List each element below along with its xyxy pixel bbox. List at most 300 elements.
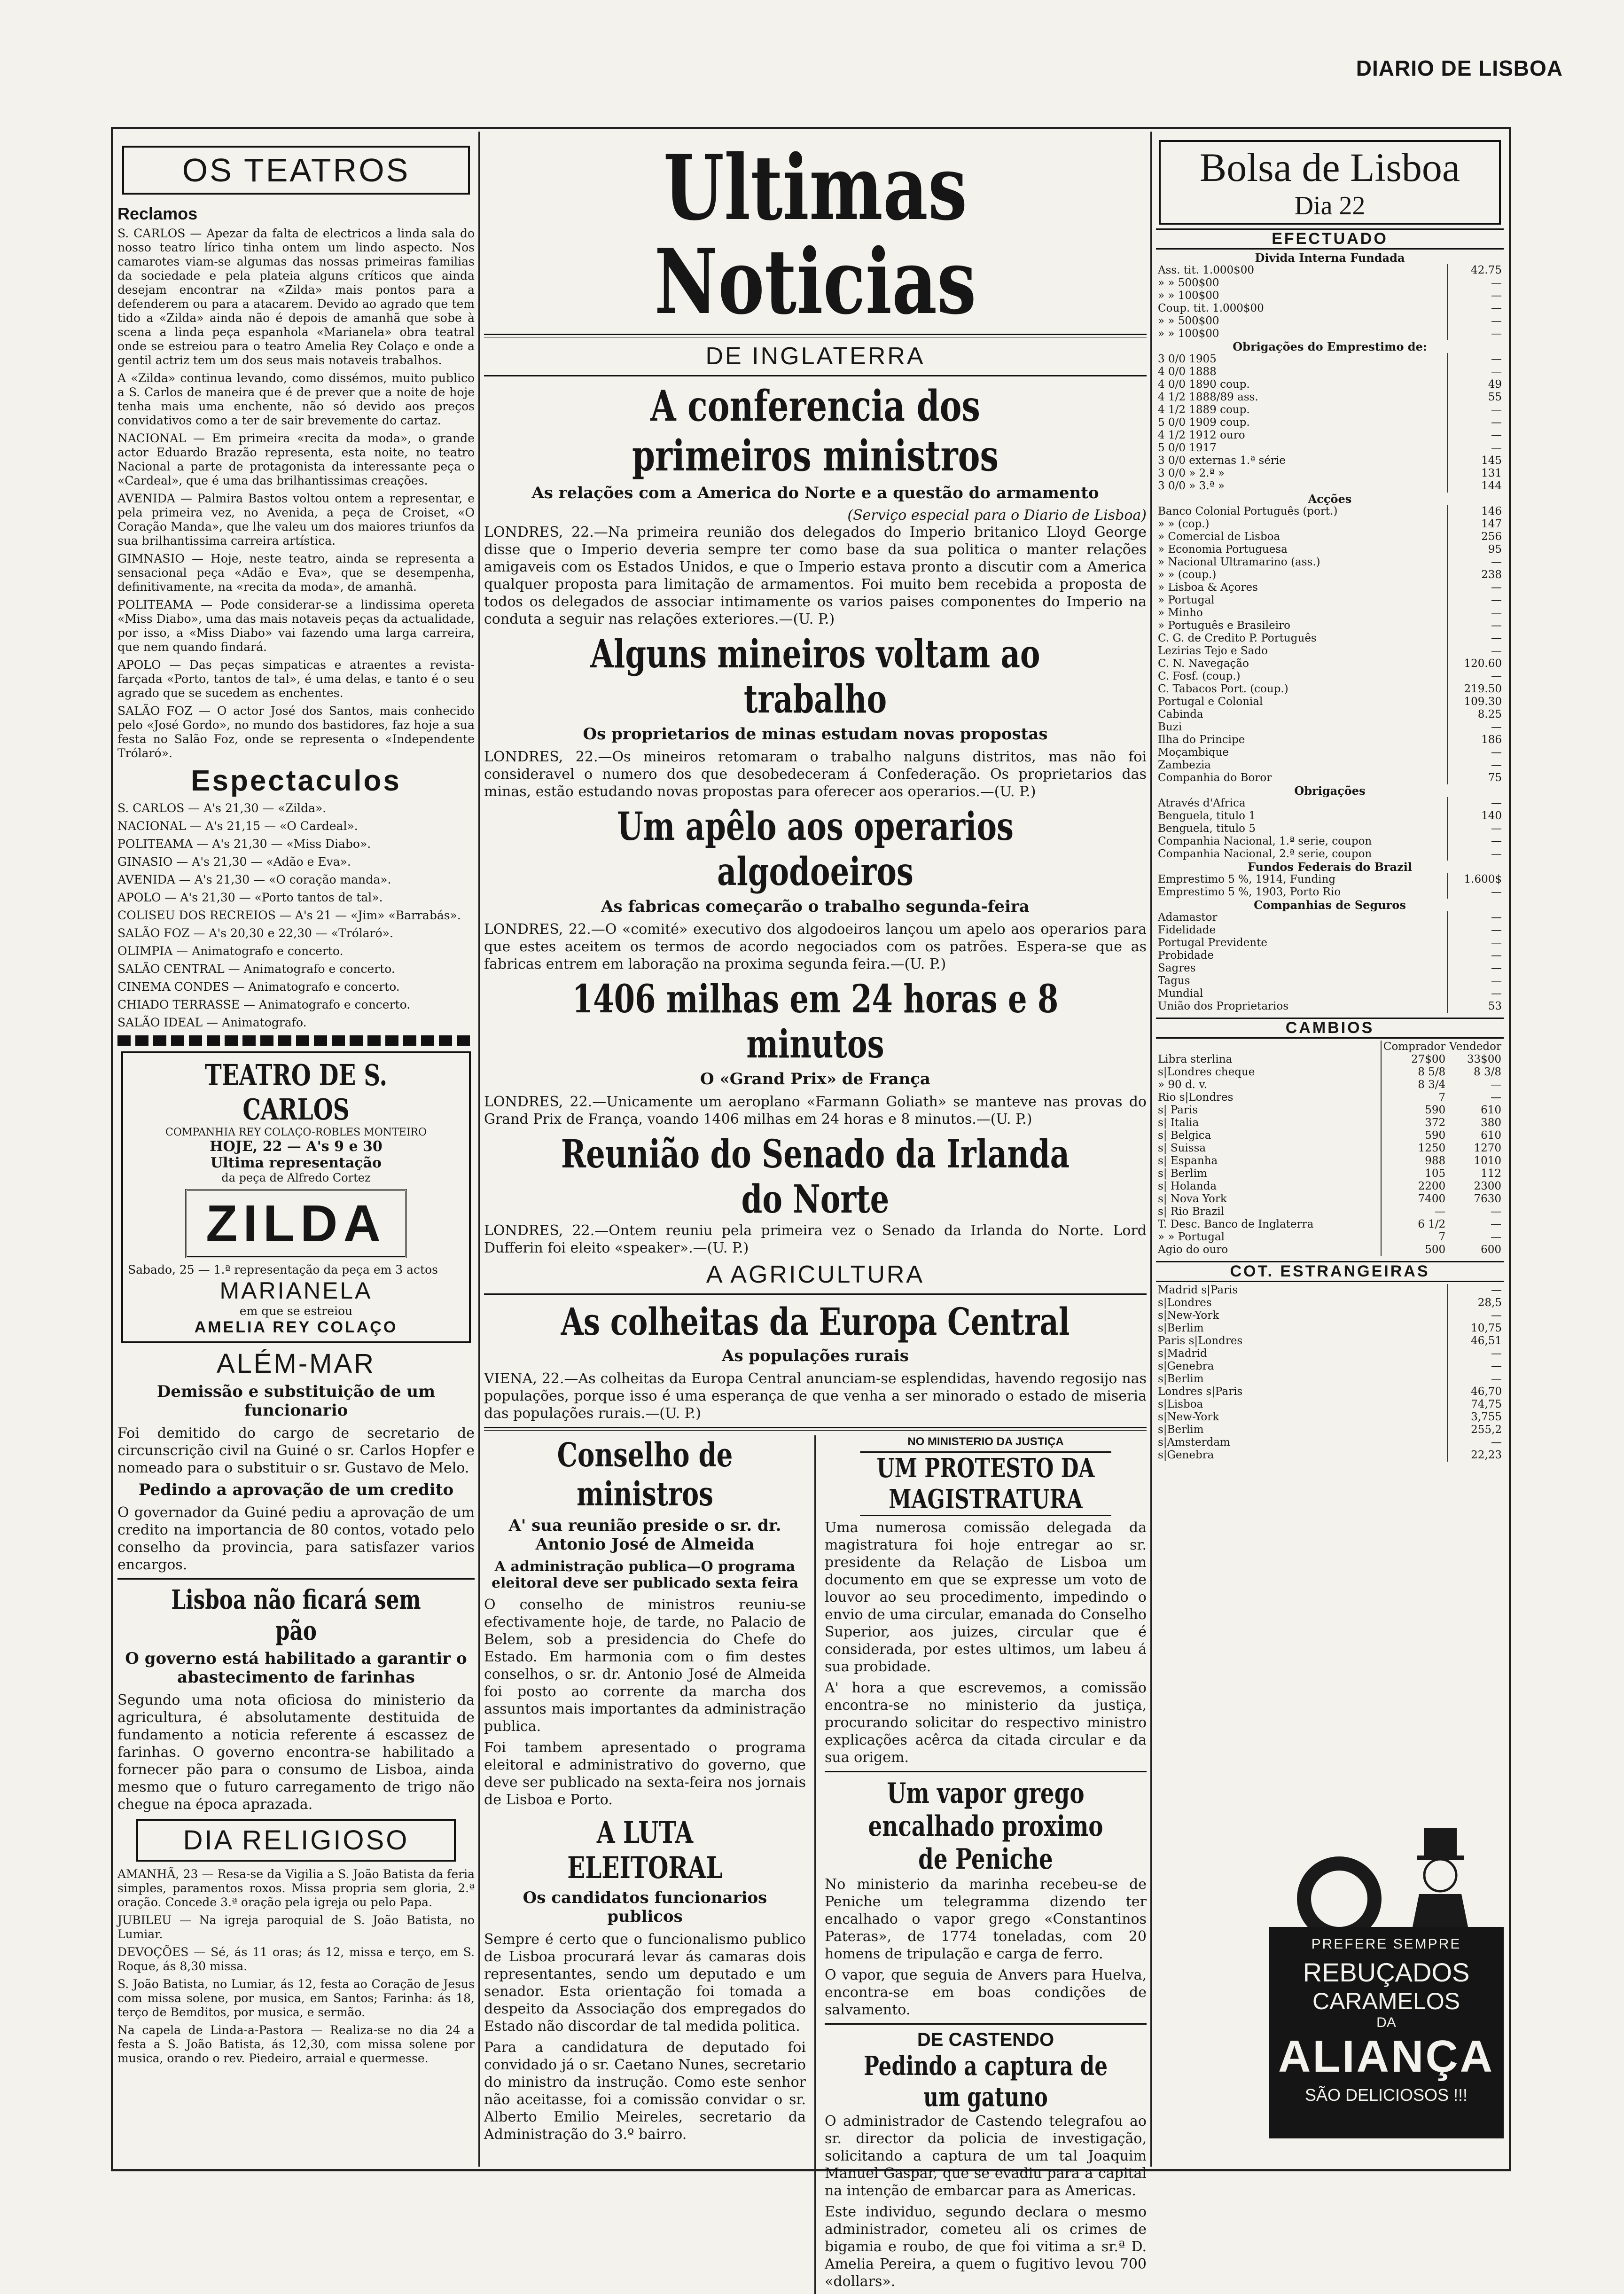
cell-value: —: [1491, 366, 1502, 378]
cell-label: Paris s|Londres: [1156, 1335, 1448, 1347]
cell-label: » Economia Portuguesa: [1156, 543, 1448, 556]
bolsa-row: [1156, 949, 1504, 962]
luta-text: [484, 1931, 806, 2143]
cell-label: » » 100$00: [1156, 290, 1448, 302]
cell-label: Companhia do Boror: [1156, 772, 1448, 784]
section-inglaterra: DE INGLATERRA: [705, 343, 925, 370]
cambios-row: [1156, 1167, 1503, 1180]
carlos-ad-time: HOJE, 22 — A's 9 e 30: [210, 1138, 383, 1155]
cell-label: » Portugal: [1156, 594, 1448, 607]
cell-label: » Português e Brasileiro: [1156, 619, 1448, 632]
cell-value: 42.75: [1471, 264, 1502, 276]
reclamo-paragraph: A «Zilda» continua levando, como dissémos, muito publico a S. Carlos de maneira que é de prever que a noite de hoje tenha mais uma enchente, não só devido aos preços convidativos como a ter de sair brevemente do cartaz.: [117, 371, 475, 427]
cell-label: [1156, 1041, 1381, 1053]
conselho-title: Conselho de ministros: [557, 1435, 733, 1513]
cell-value: —: [1491, 290, 1502, 302]
cell-label: Ass. tit. 1.000$00: [1156, 264, 1448, 277]
cell-value: —: [1491, 556, 1502, 568]
cell-value: —: [1491, 759, 1502, 771]
cell-label: 4 0/0 1888: [1156, 366, 1448, 378]
cambios-table: [1156, 1041, 1504, 1256]
cell-value: 145: [1481, 454, 1502, 467]
reclamos-title: Reclamos: [117, 204, 198, 223]
lower-center: [484, 1435, 1147, 2294]
cell-label: Rio s|Londres: [1156, 1091, 1381, 1104]
cambios-row: [1156, 1180, 1503, 1193]
bolsa-row: [1156, 442, 1504, 454]
cell-value: 8.25: [1477, 708, 1502, 720]
cell-value: —: [1491, 1436, 1502, 1448]
cell-value: —: [1491, 302, 1502, 314]
cell-value: 219.50: [1464, 683, 1502, 695]
cell-label: C. Tabacos Port. (coup.): [1156, 683, 1448, 696]
cell-value: 105: [1425, 1167, 1446, 1180]
alem-text-1: Foi demitido do cargo de secretario de circunscrição civil na Guiné o sr. Carlos Hopfer e nomeado para o substituir o sr. Gustavo de Melo.: [117, 1425, 475, 1476]
headline-algodoeiros: Um apêlo aos operarios algodoeiros: [617, 804, 1014, 894]
cell-value: —: [1491, 442, 1502, 454]
cambios-row: [1156, 1091, 1503, 1104]
efectuado-label: EFECTUADO: [1156, 228, 1504, 250]
headline-mineiros: Alguns mineiros voltam ao trabalho: [590, 632, 1040, 722]
alianca-ad: [1269, 1819, 1504, 2138]
cambios-row: [1156, 1104, 1503, 1117]
vapor-paragraph: O vapor, que seguia de Anvers para Huelva, encontra-se em boas condições de salvamento.: [825, 1967, 1147, 2018]
column-rule-2: [1150, 132, 1152, 2167]
cell-value: —: [1435, 1206, 1446, 1218]
cell-value: 144: [1481, 480, 1502, 492]
bolsa-row: [1156, 353, 1504, 366]
bolsa-row: [1156, 594, 1504, 607]
cell-value: 28,5: [1477, 1297, 1502, 1309]
section-agricultura: A AGRICULTURA: [706, 1261, 925, 1288]
estrangeiras-row: [1156, 1398, 1504, 1411]
espectaculo-line: OLIMPIA — Animatografo e concerto.: [117, 944, 344, 958]
bolsa-header: [1159, 140, 1501, 225]
religioso-paragraph: JUBILEU — Na igreja paroquial de S. João Batista, no Lumiar.: [117, 1913, 475, 1941]
castendo-title: DE CASTENDO: [917, 2029, 1054, 2050]
carlos-ad-line2: da peça de Alfredo Cortez: [221, 1171, 371, 1184]
cell-value: —: [1491, 353, 1502, 365]
cell-value: 500: [1425, 1244, 1446, 1256]
bolsa-row: [1156, 987, 1504, 1000]
luta-sub: Os candidatos funcionarios publicos: [523, 1888, 767, 1926]
teatro-s-carlos-ad: [121, 1051, 471, 1343]
cell-label: 3 0/0 » 2.ª »: [1156, 467, 1448, 480]
cambios-row: [1156, 1193, 1503, 1206]
cell-label: s|New-York: [1156, 1411, 1448, 1424]
espectaculo-line: SALÃO FOZ — A's 20,30 e 22,30 — «Trólaró».: [117, 926, 393, 940]
headline-senado: Reunião do Senado da Irlanda do Norte: [561, 1132, 1070, 1222]
justica-paragraph: A' hora a que escrevemos, a comissão encontra-se no ministerio da justiça, procurando solicitar do respectivo ministro explicações acêrca da citada circular e da sua origem.: [825, 1680, 1147, 1766]
bolsa-row: [1156, 886, 1504, 899]
cell-label: » » (coup.): [1156, 569, 1448, 581]
bolsa-row: [1156, 721, 1504, 734]
bolsa-row: [1156, 759, 1504, 772]
alem-head-1: Demissão e substituição de um funcionario: [156, 1382, 436, 1420]
bolsa-table: [1156, 251, 1504, 1013]
bolsa-row: [1156, 746, 1504, 759]
cell-value: —: [1491, 822, 1502, 835]
estrangeiras-table: [1156, 1284, 1504, 1462]
cambios-row: [1156, 1053, 1503, 1066]
estrangeiras-row: [1156, 1309, 1504, 1322]
cell-value: 1250: [1418, 1142, 1446, 1154]
cell-value: —: [1491, 835, 1502, 847]
bolsa-row: [1156, 911, 1504, 924]
cell-value: 7: [1438, 1231, 1446, 1243]
bolsa-row: [1156, 581, 1504, 594]
bolsa-section-row: [1156, 251, 1504, 264]
estrangeiras-row: [1156, 1411, 1504, 1424]
headline-conferencia: A conferencia dos primeiros ministros: [632, 381, 999, 481]
cell-label: s|Genebra: [1156, 1449, 1448, 1462]
ad-line4: DA: [1376, 2015, 1396, 2030]
religioso-paragraph: DEVOÇÕES — Sé, ás 11 oras; ás 12, missa e terço, em S. Roque, ás 8,30 missa.: [117, 1945, 475, 1973]
cell-value: —: [1491, 328, 1502, 340]
cell-label: Probidade: [1156, 949, 1448, 962]
justica-kicker: NO MINISTERIO DA JUSTIÇA: [907, 1435, 1064, 1448]
cell-label: Benguela, titulo 1: [1156, 810, 1448, 822]
cell-label: Adamastor: [1156, 911, 1448, 924]
text-mineiros: LONDRES, 22.—Os mineiros retomaram o trabalho nalguns distritos, mas não foi consideravel o numero dos que desobedeceram á Confederação. Os proprietarios das minas, estão estudando novas propostas para oferecer aos operarios.—(U. P.): [484, 749, 1147, 800]
text-senado: LONDRES, 22.—Ontem reuniu pela primeira vez o Senado da Irlanda do Norte. Lord Dufferin foi eleito «speaker».—(U. P.): [484, 1222, 1147, 1256]
castendo-paragraph: Este individuo, segundo declara o mesmo administrador, cometeu ali os crimes de bigamia e roubo, de que foi vitima a sr.ª D. Amelia Pereira, a quem o fugitivo levou 700 «dollars».: [825, 2204, 1147, 2290]
bolsa-row: [1156, 835, 1504, 848]
espectaculo-line: GINASIO — A's 21,30 — «Adão e Eva».: [117, 855, 351, 869]
cell-label: s|New-York: [1156, 1309, 1448, 1322]
ad-brand: ALIANÇA: [1278, 2031, 1494, 2082]
cell-label: 5 0/0 1917: [1156, 442, 1448, 454]
bolsa-title: Bolsa de Lisboa: [1199, 145, 1460, 190]
rule: [484, 1293, 1147, 1295]
cell-label: s| Nova York: [1156, 1193, 1381, 1206]
cell-value: 95: [1488, 543, 1502, 556]
reclamo-paragraph: SALÃO FOZ — O actor José dos Santos, mais conhecido pelo «José Gordo», no mundo dos bastidores, faz hoje a sua festa no Salão Foz, onde se representa o «Independente Trólaró».: [117, 704, 475, 760]
subhead-algodoeiros: As fabricas começarão o trabalho segunda-feira: [601, 897, 1030, 916]
cambios-row: [1156, 1206, 1503, 1218]
cell-value: —: [1491, 1218, 1501, 1230]
cell-value: 610: [1481, 1104, 1501, 1116]
cambios-row: [1156, 1129, 1503, 1142]
estrangeiras-row: [1156, 1424, 1504, 1436]
bolsa-row: [1156, 810, 1504, 822]
cell-label: Lezirias Tejo e Sado: [1156, 645, 1448, 658]
cell-value: 147: [1481, 518, 1502, 530]
cell-value: —: [1491, 911, 1502, 924]
cell-label: s|Lisboa: [1156, 1398, 1448, 1411]
cell-label: s|Londres cheque: [1156, 1066, 1381, 1079]
cell-value: 380: [1481, 1117, 1501, 1129]
cambios-row: [1156, 1155, 1503, 1167]
cell-value: 1.600$: [1464, 873, 1502, 885]
bolsa-row: [1156, 873, 1504, 886]
cell-value: 140: [1481, 810, 1502, 822]
cell-value: —: [1491, 404, 1502, 416]
cell-label: Madrid s|Paris: [1156, 1284, 1448, 1297]
cell-label: 3 0/0 1905: [1156, 353, 1448, 366]
ad-line3: CARAMELOS: [1312, 1988, 1460, 2014]
reclamo-paragraph: APOLO — Das peças simpaticas e atraentes a revista-farçada «Porto, tantos de tal», é uma delas, e tanto é o seu agrado que se sucedem as enchentes.: [117, 658, 475, 700]
cell-value: 53: [1488, 1000, 1502, 1012]
bolsa-row: [1156, 619, 1504, 632]
cell-value: —: [1491, 645, 1502, 657]
cell-label: » » 500$00: [1156, 277, 1448, 290]
bolsa-row: [1156, 797, 1504, 810]
cell-label: Libra sterlina: [1156, 1053, 1381, 1066]
estrangeiras-row: [1156, 1360, 1504, 1373]
ad-line1: PREFERE SEMPRE: [1311, 1936, 1461, 1952]
cell-label: » Nacional Ultramarino (ass.): [1156, 556, 1448, 569]
cell-value: —: [1491, 721, 1502, 733]
cell-label: Acções: [1308, 492, 1352, 506]
cell-value: 22,23: [1471, 1449, 1502, 1461]
bolsa-row: [1156, 696, 1504, 708]
center-column: [484, 135, 1147, 2290]
ad-panel: [1269, 1927, 1504, 2138]
estrangeiras-row: [1156, 1449, 1504, 1462]
cell-label: T. Desc. Banco de Inglaterra: [1156, 1218, 1381, 1231]
cell-value: 7630: [1474, 1193, 1501, 1205]
cell-value: —: [1491, 1231, 1501, 1243]
cell-label: Mundial: [1156, 987, 1448, 1000]
castendo-sub: Pedindo a captura de um gatuno: [864, 2051, 1108, 2113]
cell-label: Fidelidade: [1156, 924, 1448, 937]
carlos-ad-line1: Ultima representação: [211, 1155, 382, 1171]
cell-value: 120.60: [1464, 658, 1502, 670]
cell-value: Vendedor: [1449, 1041, 1501, 1053]
cell-label: s| Suissa: [1156, 1142, 1381, 1155]
lower-center-right: [816, 1435, 1147, 2294]
cell-value: —: [1491, 581, 1502, 594]
bolsa-section-row: [1156, 861, 1504, 873]
bolsa-row: [1156, 328, 1504, 340]
cell-value: 7: [1438, 1091, 1446, 1104]
cell-label: Companhia Nacional, 2.ª serie, coupon: [1156, 848, 1448, 861]
cell-label: C. G. de Credito P. Português: [1156, 632, 1448, 645]
bolsa-row: [1156, 556, 1504, 569]
ad-illustration: [1269, 1819, 1504, 1941]
bolsa-row: [1156, 658, 1504, 670]
cell-value: —: [1491, 848, 1502, 860]
bolsa-row: [1156, 670, 1504, 683]
bolsa-row: [1156, 975, 1504, 987]
cambios-row: [1156, 1117, 1503, 1129]
lisboa-text: Segundo uma nota oficiosa do ministerio da agricultura, é absolutamente destituida de fundamento a noticia referente á escassez de farinhas. O governo encontra-se habilitado a fornecer pão para o consumo de Lisboa, ainda mesmo que o futuro carregamento de trigo não chegue na época aprazada.: [117, 1692, 475, 1813]
carlos-ad-note: Sabado, 25 — 1.ª representação da peça em 3 actos: [128, 1263, 438, 1276]
espectaculo-line: AVENIDA — A's 21,30 — «O coração manda».: [117, 873, 391, 886]
cell-value: 186: [1481, 734, 1502, 746]
cell-value: 988: [1425, 1155, 1446, 1167]
estrangeiras-title: COT. ESTRANGEIRAS: [1156, 1261, 1504, 1282]
cell-value: —: [1491, 619, 1502, 632]
bolsa-row: [1156, 429, 1504, 442]
bolsa-row: [1156, 505, 1504, 518]
cell-value: —: [1491, 429, 1502, 441]
reclamo-paragraph: NACIONAL — Em primeira «recita da moda», o grande actor Eduardo Brazão representa, esta noite, no teatro Nacional a parte de protagonista da interessante peça o «Cardeal», que é uma das brilhantissimas creações.: [117, 431, 475, 487]
cell-value: 33$00: [1467, 1053, 1501, 1065]
reclamo-paragraph: GIMNASIO — Hoje, neste teatro, ainda se representa a sensacional peça «Adão e Eva», que se desempenha, definitivamente, na «recita da moda», de amanhã.: [117, 552, 475, 594]
vapor-title: Um vapor grego encalhado proximo de Peniche: [868, 1777, 1103, 1876]
luta-paragraph: Para a candidatura de deputado foi convidado já o sr. Caetano Nunes, secretario do ministro da instrução. Como este senhor não aceitasse, foi a comissão convidar o sr. Alberto Emilio Meireles, secretario da Administração do 3.º bairro.: [484, 2039, 806, 2143]
conselho-paragraph: O conselho de ministros reuniu-se efectivamente hoje, de tarde, no Palacio de Belem, sob a presidencia do Chefe do Estado. Em harmonia com o fim destes conselhos, o sr. dr. Antonio José de Almeida foi posto ao corrente da marcha dos assuntos mais importantes da administração publica.: [484, 1597, 806, 1735]
bolsa-row: [1156, 518, 1504, 531]
cell-label: s|Amsterdam: [1156, 1436, 1448, 1449]
espectaculos-list: [117, 801, 475, 1030]
cell-label: Companhia Nacional, 1.ª serie, coupon: [1156, 835, 1448, 848]
cell-label: Divida Interna Fundada: [1255, 251, 1405, 265]
cell-label: Buzi: [1156, 721, 1448, 734]
cambios-row: [1156, 1079, 1503, 1091]
cell-label: C. Fosf. (coup.): [1156, 670, 1448, 683]
reclamo-paragraph: POLITEAMA — Pode considerar-se a lindissima opereta «Miss Diabo», uma das mais notaveis peças da actualidade, por isso, a «Miss Diabo» vai fazendo uma larga carreira, que nem quando findará.: [117, 598, 475, 654]
rule: [825, 1771, 1147, 1772]
ultimas-noticias-title: Ultimas Noticias: [654, 135, 976, 334]
cell-label: s|Londres: [1156, 1297, 1448, 1309]
estrangeiras-row: [1156, 1436, 1504, 1449]
cell-label: Zambezia: [1156, 759, 1448, 772]
cell-value: —: [1491, 1373, 1502, 1385]
headline-colheitas: As colheitas da Europa Central: [561, 1300, 1070, 1344]
cambios-row: [1156, 1066, 1503, 1079]
rule: [825, 2023, 1147, 2025]
cambios-header-row: [1156, 1041, 1503, 1053]
conselho-paragraph: Foi tambem apresentado o programa eleitoral e administrativo do governo, que deve ser publicado na sexta-feira nos jornais de Lisboa e Porto.: [484, 1739, 806, 1808]
alem-head-2: Pedindo a aprovação de um credito: [138, 1480, 454, 1499]
luta-title: A LUTA ELEITORAL: [567, 1815, 723, 1886]
espectaculo-line: CINEMA CONDES — Animatografo e concerto.: [117, 980, 400, 994]
bolsa-row: [1156, 366, 1504, 378]
cell-label: s|Berlim: [1156, 1424, 1448, 1436]
cell-value: 6 1/2: [1418, 1218, 1446, 1230]
bolsa-row: [1156, 607, 1504, 619]
cell-label: s| Italia: [1156, 1117, 1381, 1129]
espectaculo-line: NACIONAL — A's 21,15 — «O Cardeal».: [117, 819, 358, 833]
cell-label: » » (cop.): [1156, 518, 1448, 531]
espectaculo-line: COLISEU DOS RECREIOS — A's 21 — «Jim» «Barrabás».: [117, 908, 461, 922]
justica-text: [825, 1519, 1147, 1766]
cell-label: s|Berlim: [1156, 1373, 1448, 1386]
cell-label: » Lisboa & Açores: [1156, 581, 1448, 594]
left-column: [117, 136, 475, 2162]
cell-value: —: [1491, 987, 1502, 1000]
decorative-rule: [117, 1035, 475, 1046]
teatros-title: OS TEATROS: [122, 146, 470, 195]
luta-paragraph: Sempre é certo que o funcionalismo publico de Lisboa procurará levar ás camaras dois representantes, sendo um deputado e um senador. Esta orientação foi tomada a despeito da Associação dos empregados do Estado não discordar de tal medida politica.: [484, 1931, 806, 2035]
cell-value: —: [1491, 937, 1502, 949]
marianela-title: MARIANELA: [219, 1277, 373, 1304]
reclamos-list: [117, 227, 475, 760]
cell-label: » » 500$00: [1156, 315, 1448, 328]
cell-value: —: [1491, 962, 1502, 974]
cell-label: s|Berlim: [1156, 1322, 1448, 1335]
rule: [117, 1578, 475, 1580]
cell-value: —: [1491, 975, 1502, 987]
vapor-text: [825, 1876, 1147, 2019]
cell-value: —: [1491, 746, 1502, 759]
bolsa-row: [1156, 378, 1504, 391]
cell-label: 4 1/2 1889 coup.: [1156, 404, 1448, 416]
text-colheitas: VIENA, 22.—As colheitas da Europa Central anunciam-se esplendidas, havendo regosijo nas populações, porque isso é uma esperança de que venha a ser minorado o estado de miseria das populações rurais.—(U. P.): [484, 1370, 1147, 1422]
ad-line5: SÃO DELICIOSOS !!!: [1304, 2085, 1468, 2105]
cell-value: —: [1491, 632, 1502, 644]
cell-value: 74,75: [1471, 1398, 1502, 1410]
text-algodoeiros: LONDRES, 22.—O «comité» executivo dos algodoeiros lançou um apelo aos operarios para que estes aceitem os termos de acordo negociados com os patrões. Espera-se que as fabricas entrem em laboração na proxima segunda feira.—(U. P.): [484, 921, 1147, 972]
cell-label: Obrigações do Emprestimo de:: [1233, 340, 1427, 353]
cell-value: 600: [1481, 1244, 1501, 1256]
bolsa-row: [1156, 632, 1504, 645]
cambios-row: [1156, 1142, 1503, 1155]
cell-label: Cabinda: [1156, 708, 1448, 721]
text-conferencia: LONDRES, 22.—Na primeira reunião dos delegados do Imperio britanico Lloyd George disse que o Imperio deveria sempre ter como base da sua politica o manter relações amigaveis com os Estados Unidos, e que o Imperio estava pronto a discutir com a America qualquer proposta para limitação de armamentos. Foi muito bem recebida a proposta de todos os delegados de associar intimamente os varios paises componentes do Imperio na conduta a seguir nas relações exteriores.—(U. P.): [484, 524, 1147, 627]
carlos-ad-actress: AMELIA REY COLAÇO: [194, 1318, 398, 1336]
cell-value: 8 5/8: [1418, 1066, 1446, 1078]
cell-value: —: [1491, 416, 1502, 429]
espectaculo-line: APOLO — A's 21,30 — «Porto tantos de tal».: [117, 891, 383, 904]
cell-label: » 90 d. v.: [1156, 1079, 1381, 1091]
castendo-text: [825, 2113, 1147, 2290]
cell-label: Banco Colonial Português (port.): [1156, 505, 1448, 518]
bolsa-row: [1156, 937, 1504, 949]
cell-value: 256: [1481, 531, 1502, 543]
cell-value: —: [1491, 670, 1502, 682]
carlos-ad-title: TEATRO DE S. CARLOS: [204, 1058, 388, 1127]
cell-label: s| Paris: [1156, 1104, 1381, 1117]
cell-label: Obrigações: [1294, 784, 1366, 798]
cell-label: Benguela, titulo 5: [1156, 822, 1448, 835]
bolsa-row: [1156, 531, 1504, 543]
cell-label: s| Rio Brazil: [1156, 1206, 1381, 1218]
cell-label: s| Espanha: [1156, 1155, 1381, 1167]
cell-label: » » Portugal: [1156, 1231, 1381, 1244]
cell-label: Companhias de Seguros: [1254, 898, 1406, 912]
headline-milhas: 1406 milhas em 24 horas e 8 minutos: [572, 977, 1059, 1067]
justica-paragraph: Uma numerosa comissão delegada da magistratura foi hoje entregar ao sr. presidente da Relação de Lisboa um documento em que se expresse um voto de louvor ao seu procedimento, impedindo o envio de uma circular, emanada do Conselho Superior, aos juizes, circular que é considerada, por estes ultimos, um labeu á sua probidade.: [825, 1519, 1147, 1675]
bolsa-row: [1156, 264, 1504, 277]
estrangeiras-row: [1156, 1335, 1504, 1347]
espectaculo-line: S. CARLOS — A's 21,30 — «Zilda».: [117, 801, 327, 815]
masthead: DIARIO DE LISBOA: [1356, 56, 1563, 80]
bolsa-row: [1156, 391, 1504, 404]
bolsa-row: [1156, 924, 1504, 937]
cell-label: » » 100$00: [1156, 328, 1448, 340]
bolsa-row: [1156, 822, 1504, 835]
estrangeiras-row: [1156, 1297, 1504, 1309]
bolsa-row: [1156, 848, 1504, 861]
cell-label: União dos Proprietarios: [1156, 1000, 1448, 1013]
religioso-paragraph: S. João Batista, no Lumiar, ás 12, festa ao Coração de Jesus com missa solene, por musica, em Santos; Farinha: ás 18, terço de Bemditos, por musica, e sermão.: [117, 1977, 475, 2019]
bolsa-row: [1156, 645, 1504, 658]
cell-value: 27$00: [1411, 1053, 1446, 1065]
cell-label: s|Genebra: [1156, 1360, 1448, 1373]
cell-value: —: [1491, 1309, 1502, 1322]
cell-value: —: [1491, 607, 1502, 619]
alem-mar-title: ALÉM-MAR: [216, 1348, 376, 1379]
bolsa-row: [1156, 467, 1504, 480]
cell-value: —: [1491, 1360, 1502, 1372]
rule: [484, 334, 1147, 337]
cell-label: » Minho: [1156, 607, 1448, 619]
bolsa-row: [1156, 416, 1504, 429]
cell-label: s| Belgica: [1156, 1129, 1381, 1142]
cell-value: 112: [1481, 1167, 1501, 1180]
bolsa-row: [1156, 543, 1504, 556]
reclamo-paragraph: AVENIDA — Palmira Bastos voltou ontem a representar, e pela primeira vez, no Avenida, a peça de Croiset, «O Coração Manda», que lhe valeu um dos maiores triunfos da sua brilhantissima carreira artística.: [117, 492, 475, 548]
cell-label: C. N. Navegação: [1156, 658, 1448, 670]
cell-label: Agio do ouro: [1156, 1244, 1381, 1256]
bolsa-row: [1156, 708, 1504, 721]
estrangeiras-row: [1156, 1322, 1504, 1335]
cell-value: 10,75: [1471, 1322, 1502, 1334]
